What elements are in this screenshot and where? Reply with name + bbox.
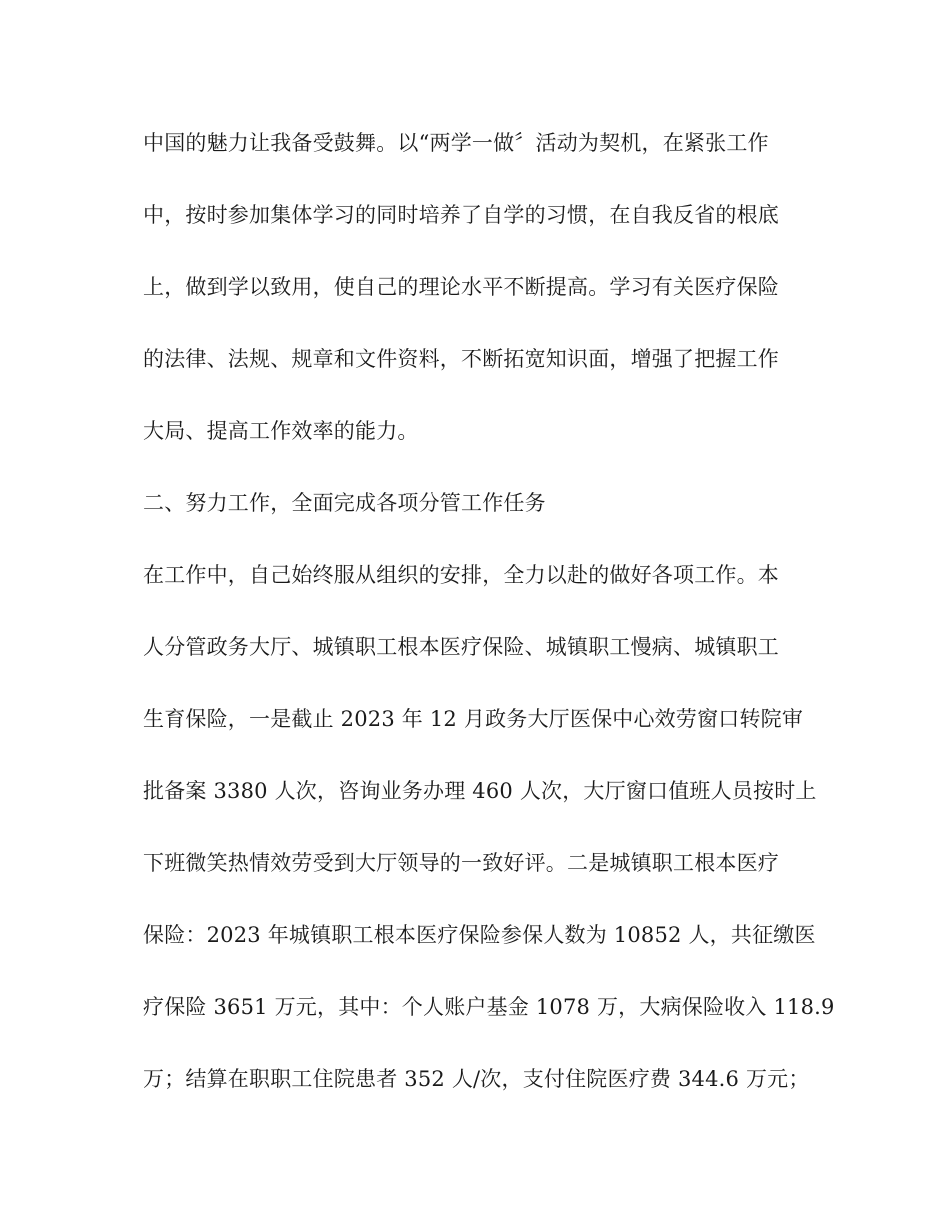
section-heading: 二、努力工作，全面完成各项分管工作任务 (143, 491, 546, 515)
paragraph-line-8: 人分管政务大厅、城镇职工根本医疗保险、城镇职工慢病、城镇职工 (143, 635, 779, 659)
paragraph-line-9: 生育保险，一是截止 2023 年 12 月政务大厅医保中心效劳窗口转院审 (143, 707, 804, 731)
paragraph-line-14: 万；结算在职职工住院患者 352 人/次，支付住院医疗费 344.6 万元； (143, 1067, 810, 1091)
paragraph-line-3: 上，做到学以致用，使自己的理论水平不断提高。学习有关医疗保险 (143, 275, 779, 299)
paragraph-line-4: 的法律、法规、规章和文件资料，不断拓宽知识面，增强了把握工作 (143, 347, 779, 371)
paragraph-line-13: 疗保险 3651 万元，其中：个人账户基金 1078 万，大病保险收入 118.9 (143, 995, 835, 1019)
paragraph-line-7: 在工作中，自己始终服从组织的安排，全力以赴的做好各项工作。本 (143, 563, 779, 587)
paragraph-line-12: 保险：2023 年城镇职工根本医疗保险参保人数为 10852 人，共征缴医 (143, 923, 816, 947)
paragraph-line-2: 中，按时参加集体学习的同时培养了自学的习惯，在自我反省的根底 (143, 203, 779, 227)
paragraph-line-5: 大局、提高工作效率的能力。 (143, 419, 419, 443)
paragraph-line-11: 下班微笑热情效劳受到大厅领导的一致好评。二是城镇职工根本医疗 (143, 851, 779, 875)
paragraph-line-1: 中国的魅力让我备受鼓舞。以“两学一做〞活动为契机，在紧张工作 (143, 131, 769, 155)
paragraph-line-10: 批备案 3380 人次，咨询业务办理 460 人次，大厅窗口值班人员按时上 (143, 779, 817, 803)
